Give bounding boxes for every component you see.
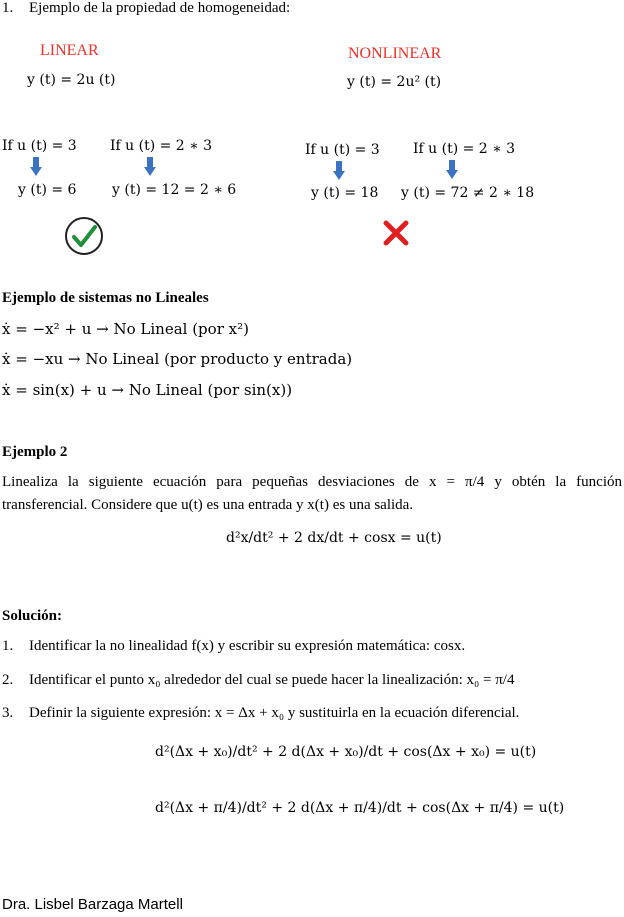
solution-step-2 xyxy=(2,672,514,689)
nonlinear-equation: y (t) = 2u² (t) xyxy=(347,74,442,90)
cross-icon xyxy=(381,218,411,248)
nonlinear-case2-input: If u (t) = 2 ∗ 3 xyxy=(413,141,516,157)
step-text: Identificar la no linealidad f(x) y escribir su expresión matemática: cosx. xyxy=(29,638,466,654)
example2-paragraph-line1: Linealiza la siguiente ecuación para pequeñas desviaciones de x = π/4 y obtén la función xyxy=(2,474,622,490)
solution-step-3 xyxy=(2,705,519,722)
nonlinear-case1-input: If u (t) = 3 xyxy=(305,142,380,158)
nonlinear-example-line: ẋ = −xu → No Lineal (por producto y entrada) xyxy=(2,350,353,368)
step-number: 2. xyxy=(2,672,14,688)
solution-step-1 xyxy=(2,638,465,655)
down-arrow-icon xyxy=(446,160,458,180)
example2-equation: d²x/dt² + 2 dx/dt + cosx = u(t) xyxy=(226,530,442,546)
step-number: 3. xyxy=(2,705,14,721)
nonlinear-heading: NONLINEAR xyxy=(348,45,442,62)
linear-case2-output: y (t) = 12 = 2 ∗ 6 xyxy=(112,182,237,198)
solution-equation-2: d²(Δx + π/4)/dt² + 2 d(Δx + π/4)/dt + cos(Δx + π/4) = u(t) xyxy=(155,800,565,816)
linear-case1-output: y (t) = 6 xyxy=(18,182,77,198)
check-icon xyxy=(64,216,104,256)
nonlinear-case1-output: y (t) = 18 xyxy=(311,185,379,201)
linear-case1-input: If u (t) = 3 xyxy=(2,138,77,154)
example2-title: Ejemplo 2 xyxy=(2,444,68,460)
item-text: Ejemplo de la propiedad de homogeneidad: xyxy=(29,0,291,16)
linear-case2-input: If u (t) = 2 ∗ 3 xyxy=(110,138,213,154)
down-arrow-icon xyxy=(333,161,345,181)
nonlinear-example-line: ẋ = −x² + u → No Lineal (por x²) xyxy=(2,320,249,338)
linear-equation: y (t) = 2u (t) xyxy=(27,72,116,88)
step-text: Definir la siguiente expresión: x = Δx + x₀ y sustituirla en la ecuación diferencial. xyxy=(29,705,520,721)
item-number: 1. xyxy=(2,0,14,16)
nonlinear-examples-title: Ejemplo de sistemas no Lineales xyxy=(2,290,209,306)
nonlinear-case2-output: y (t) = 72 ≠ 2 ∗ 18 xyxy=(401,185,535,201)
linear-heading: LINEAR xyxy=(40,42,99,59)
nonlinear-example-line: ẋ = sin(x) + u → No Lineal (por sin(x)) xyxy=(2,381,293,399)
solution-title: Solución: xyxy=(2,608,63,624)
footer-author: Dra. Lisbel Barzaga Martell xyxy=(2,896,183,913)
down-arrow-icon xyxy=(30,157,42,177)
step-text: Identificar el punto x₀ alrededor del cual se puede hacer la linealización: x₀ = π/4 xyxy=(29,672,515,688)
down-arrow-icon xyxy=(144,157,156,177)
solution-equation-1: d²(Δx + x₀)/dt² + 2 d(Δx + x₀)/dt + cos(Δx + x₀) = u(t) xyxy=(155,744,537,760)
item-1 xyxy=(2,0,290,17)
step-number: 1. xyxy=(2,638,14,654)
example2-paragraph-line2: transferencial. Considere que u(t) es una entrada y x(t) es una salida. xyxy=(2,497,414,513)
